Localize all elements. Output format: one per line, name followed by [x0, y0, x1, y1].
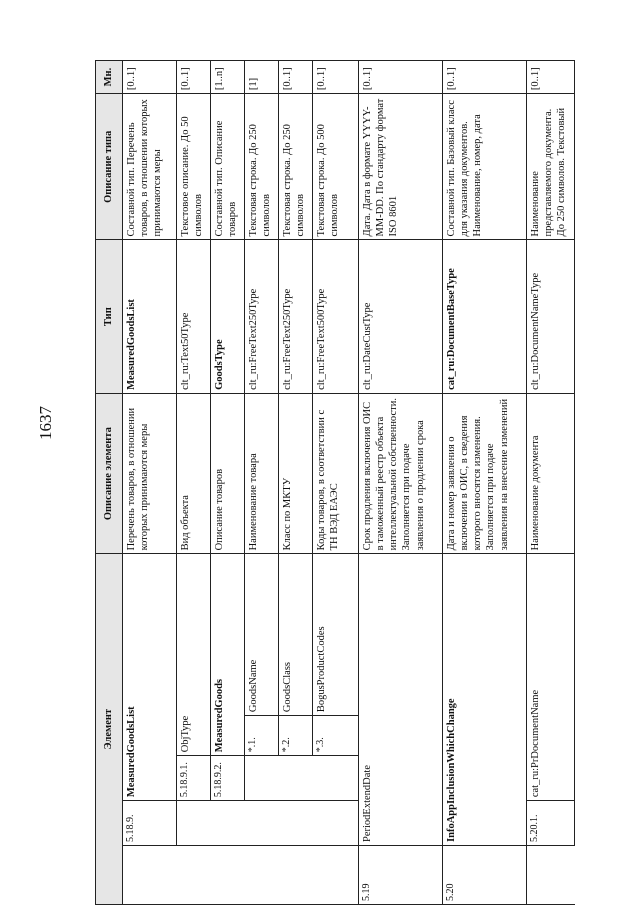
multiplicity: [1]: [245, 61, 279, 94]
multiplicity: [0..1]: [177, 61, 211, 94]
table-row: [313, 61, 359, 905]
multiplicity: [0..1]: [359, 61, 443, 94]
element-type: clt_ru:Text50Type: [177, 240, 211, 393]
element-type: clt_ru:FreeText250Type: [245, 240, 279, 393]
row-number: 5.20: [443, 845, 527, 904]
indent-cell: [245, 756, 279, 801]
header-row: [96, 61, 123, 905]
table-row: [359, 61, 443, 905]
header-multiplicity: Мн.: [96, 61, 123, 94]
row-number: 5.20.1.: [527, 801, 575, 846]
indent-cell: [177, 845, 211, 904]
element-description: Класс по МКТУ: [279, 393, 313, 554]
header-type-desc: Описание типа: [96, 94, 123, 240]
element-description: Наименование документа: [527, 393, 575, 554]
element-type: clt_ru:DocumentNameType: [527, 240, 575, 393]
page-number: 1637: [36, 406, 55, 440]
rotated-table-container: [95, 60, 568, 905]
table-row: [211, 61, 245, 905]
type-description: Текстовое описание. До 50 символов: [177, 94, 211, 240]
indent-cell: [313, 801, 359, 846]
multiplicity: [0..1]: [443, 61, 527, 94]
element-type: cat_ru:DocumentBaseType: [443, 240, 527, 393]
element-description: Вид объекта: [177, 393, 211, 554]
row-number: *.3.: [313, 716, 359, 756]
element-description: Срок продления включения ОИС в таможенный реестр объекта интеллектуальной собственности. Заполняется при подаче заявления о продлении срока: [359, 393, 443, 554]
indent-cell: [279, 756, 313, 801]
table-row: [443, 61, 527, 905]
row-number: *.1.: [245, 716, 279, 756]
element-description: Наименование товара: [245, 393, 279, 554]
header-element: Элемент: [96, 554, 123, 905]
multiplicity: [0..1]: [123, 61, 177, 94]
multiplicity: [0..1]: [313, 61, 359, 94]
element-name: GoodsClass: [279, 554, 313, 716]
element-name: BogusProductCodes: [313, 554, 359, 716]
row-number: 5.19: [359, 845, 443, 904]
type-description: Составной тип. Перечень товаров, в отношении которых принимаются меры: [123, 94, 177, 240]
multiplicity: [1..n]: [211, 61, 245, 94]
type-description: Текстовая строка. До 250 символов: [279, 94, 313, 240]
type-description: Текстовая строка. До 500 символов: [313, 94, 359, 240]
element-type: clt_ru:FreeText250Type: [279, 240, 313, 393]
row-number: 5.18.9.: [123, 801, 177, 846]
row-number: 5.18.9.1.: [177, 756, 211, 801]
element-type: GoodsType: [211, 240, 245, 393]
row-number: 5.18.9.2.: [211, 756, 245, 801]
header-element-desc: Описание элемента: [96, 393, 123, 554]
element-name: ObjType: [177, 554, 211, 756]
indent-cell: [245, 845, 279, 904]
element-type: clt_ru:FreeText500Type: [313, 240, 359, 393]
indent-cell: [177, 801, 211, 846]
element-description: Дата и номер заявления о включении в ОИС, в сведения которого вносятся изменения. Заполняется при подаче заявления на внесение изменений: [443, 393, 527, 554]
indent-cell: [211, 801, 245, 846]
element-name: MeasuredGoodsList: [123, 554, 177, 801]
indent-cell: [123, 845, 177, 904]
table-row: [177, 61, 211, 905]
type-description: Составной тип. Описание товаров: [211, 94, 245, 240]
element-description: Перечень товаров, в отношении которых принимаются меры: [123, 393, 177, 554]
table-row: [527, 61, 575, 905]
element-table: [95, 60, 575, 905]
indent-cell: [313, 756, 359, 801]
element-description: Описание товаров: [211, 393, 245, 554]
type-description: Составной тип. Базовый класс для указания документов. Наименование, номер, дата: [443, 94, 527, 240]
element-name: GoodsName: [245, 554, 279, 716]
header-type: Тип: [96, 240, 123, 393]
element-name: InfoAppInclusionWhichChange: [443, 554, 527, 846]
type-description: Наименование представляемого документа. До 250 символов. Текстовый: [527, 94, 575, 240]
element-type: clt_ru:DateCustType: [359, 240, 443, 393]
type-description: Дата. Дата в формате YYYY-MM-DD. По стандарту формат ISO 8601: [359, 94, 443, 240]
multiplicity: [0..1]: [279, 61, 313, 94]
indent-cell: [211, 845, 245, 904]
element-name: cat_ru:PrDocumentName: [527, 554, 575, 801]
indent-cell: [279, 845, 313, 904]
table-row: [123, 61, 177, 905]
row-number: *.2.: [279, 716, 313, 756]
indent-cell: [279, 801, 313, 846]
indent-cell: [245, 801, 279, 846]
type-description: Текстовая строка. До 250 символов: [245, 94, 279, 240]
table-row: [279, 61, 313, 905]
element-description: Коды товаров, в соответствии с ТН ВЭД ЕАЭС: [313, 393, 359, 554]
indent-cell: [527, 845, 575, 904]
table-row: [245, 61, 279, 905]
multiplicity: [0..1]: [527, 61, 575, 94]
element-type: MeasuredGoodsList: [123, 240, 177, 393]
indent-cell: [313, 845, 359, 904]
element-name: PeriodExtendDate: [359, 554, 443, 846]
element-name: MeasuredGoods: [211, 554, 245, 756]
